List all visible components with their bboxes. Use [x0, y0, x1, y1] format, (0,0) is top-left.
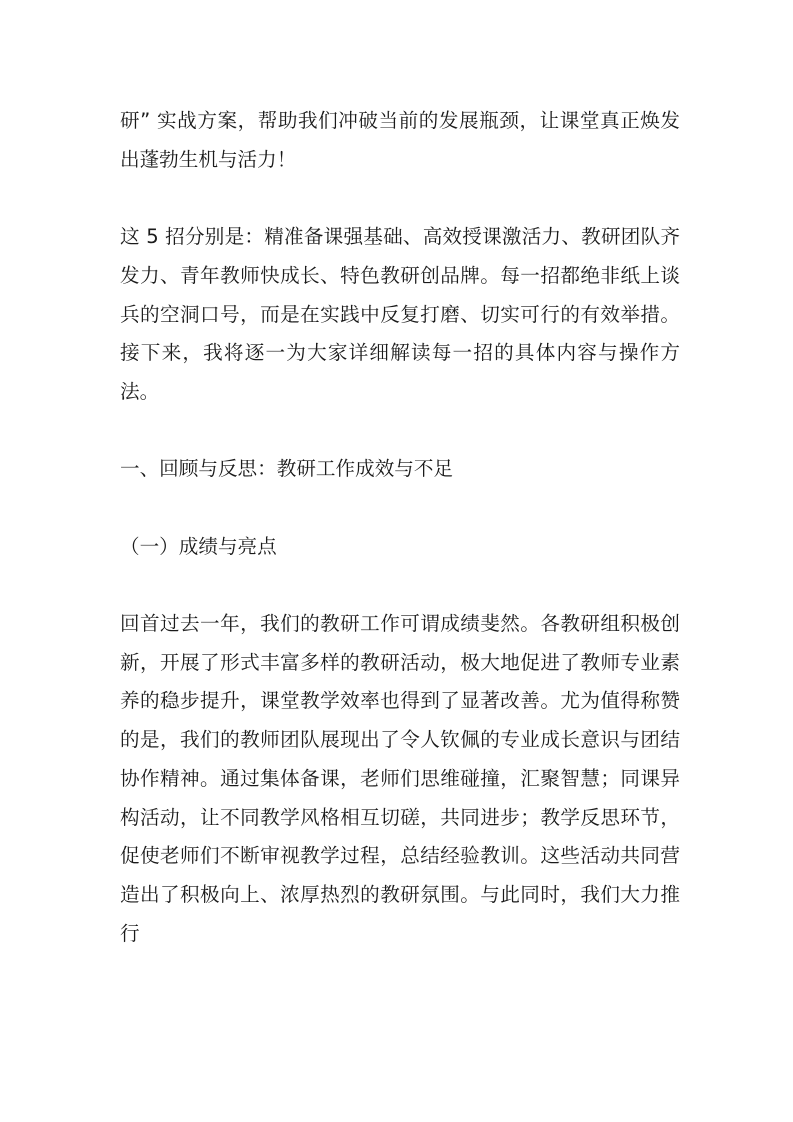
paragraph-spacer [120, 489, 680, 528]
section-heading: 一、回顾与反思：教研工作成效与不足 [120, 457, 454, 481]
paragraph-spacer [120, 412, 680, 451]
achievements-paragraph: 回首过去一年，我们的教研工作可谓成绩斐然。各教研组积极创新，开展了形式丰富多样的教研活动，极大地促进了教师专业素养的稳步提升，课堂教学效率也得到了显著改善。尤为值得称赞的是，我们的教师团队展现出了令人钦佩的专业成长意识与团结协作精神。通过集体备课，老师们思维碰撞，汇聚智慧；同课异构活动，让不同教学风格相互切磋，共同进步；教学反思环节，促使老师们不断审视教学过程，总结经验教训。这些活动共同营造出了积极向上、浓厚热烈的教研氛围。与此同时，我们大力推行 [120, 612, 680, 945]
paragraph-spacer [120, 179, 680, 218]
five-strategies-paragraph: 这 5 招分别是：精准备课强基础、高效授课激活力、教研团队齐发力、青年教师快成长、特色教研创品牌。每一招都绝非纸上谈兵的空洞口号，而是在实践中反复打磨、切实可行的有效举措。接下来，我将逐一为大家详细解读每一招的具体内容与操作方法。 [120, 225, 680, 403]
intro-paragraph-continued: 研” 实战方案，帮助我们冲破当前的发展瓶颈，让课堂真正焕发出蓬勃生机与活力！ [120, 109, 680, 171]
subsection-heading: （一）成绩与亮点 [120, 534, 277, 558]
paragraph-spacer [120, 566, 680, 605]
document-body [120, 102, 680, 953]
